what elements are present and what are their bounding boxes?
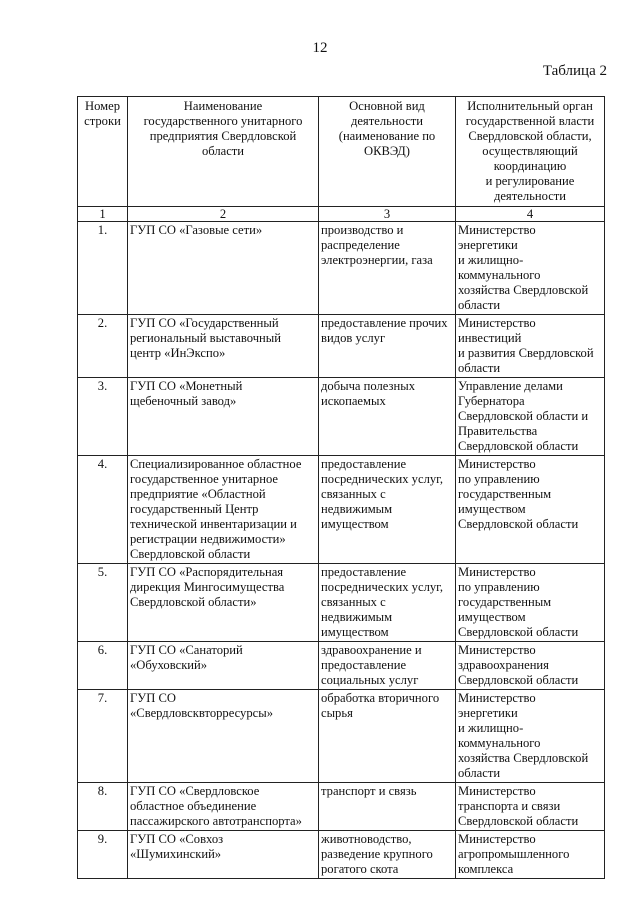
- table-caption: Таблица 2: [542, 63, 607, 79]
- row-number-cell: 7.: [78, 690, 128, 783]
- enterprise-name-cell: ГУП СО «Свердловсквторресурсы»: [128, 690, 319, 783]
- row-number-cell: 3.: [78, 378, 128, 456]
- authority-cell: Министерство инвестиций и развития Свердловской области: [456, 315, 605, 378]
- table-row: [78, 831, 605, 879]
- row-number-cell: 5.: [78, 564, 128, 642]
- table-row: [78, 690, 605, 783]
- enterprise-name-cell: ГУП СО «Монетный щебеночный завод»: [128, 378, 319, 456]
- authority-cell: Министерство энергетики и жилищно- коммунального хозяйства Свердловской области: [456, 222, 605, 315]
- activity-cell: предоставление посреднических услуг, связанных с недвижимым имуществом: [319, 456, 456, 564]
- activity-cell: транспорт и связь: [319, 783, 456, 831]
- activity-cell: предоставление посреднических услуг, связанных с недвижимым имуществом: [319, 564, 456, 642]
- enterprise-name-cell: ГУП СО «Совхоз «Шумихинский»: [128, 831, 319, 879]
- activity-cell: производство и распределение электроэнергии, газа: [319, 222, 456, 315]
- header-row-number: Номер строки: [78, 97, 128, 207]
- header-authority: Исполнительный орган государственной власти Свердловской области, осуществляющий координацию и регулирование деятельности: [456, 97, 605, 207]
- enterprise-name-cell: ГУП СО «Государственный региональный выставочный центр «ИнЭкспо»: [128, 315, 319, 378]
- table-body: [78, 222, 605, 879]
- table-row: [78, 564, 605, 642]
- column-number-row: [78, 207, 605, 222]
- enterprise-name-cell: ГУП СО «Санаторий «Обуховский»: [128, 642, 319, 690]
- authority-cell: Министерство по управлению государственным имуществом Свердловской области: [456, 456, 605, 564]
- authority-cell: Министерство здравоохранения Свердловской области: [456, 642, 605, 690]
- enterprise-name-cell: Специализированное областное государственное унитарное предприятие «Областной государственный Центр технической инвентаризации и регистрации недвижимости» Свердловской области: [128, 456, 319, 564]
- row-number-cell: 4.: [78, 456, 128, 564]
- header-enterprise-name: Наименование государственного унитарного предприятия Свердловской области: [128, 97, 319, 207]
- table-row: [78, 315, 605, 378]
- activity-cell: обработка вторичного сырья: [319, 690, 456, 783]
- table-row: [78, 783, 605, 831]
- row-number-cell: 9.: [78, 831, 128, 879]
- table-row: [78, 456, 605, 564]
- row-number-cell: 1.: [78, 222, 128, 315]
- authority-cell: Министерство транспорта и связи Свердловской области: [456, 783, 605, 831]
- column-number: 1: [78, 207, 128, 222]
- enterprises-table: [77, 96, 605, 879]
- activity-cell: животноводство, разведение крупного рогатого скота: [319, 831, 456, 879]
- row-number-cell: 6.: [78, 642, 128, 690]
- authority-cell: Министерство энергетики и жилищно- коммунального хозяйства Свердловской области: [456, 690, 605, 783]
- row-number-cell: 8.: [78, 783, 128, 831]
- activity-cell: добыча полезных ископаемых: [319, 378, 456, 456]
- authority-cell: Управление делами Губернатора Свердловской области и Правительства Свердловской области: [456, 378, 605, 456]
- column-number: 2: [128, 207, 319, 222]
- table-row: [78, 642, 605, 690]
- table-header-row: [78, 97, 605, 207]
- enterprise-name-cell: ГУП СО «Свердловское областное объединение пассажирского автотранспорта»: [128, 783, 319, 831]
- enterprise-name-cell: ГУП СО «Распорядительная дирекция Мингосимущества Свердловской области»: [128, 564, 319, 642]
- page-number: 12: [312, 40, 328, 56]
- authority-cell: Министерство агропромышленного комплекса: [456, 831, 605, 879]
- header-activity: Основной вид деятельности (наименование по ОКВЭД): [319, 97, 456, 207]
- column-number: 3: [319, 207, 456, 222]
- column-number: 4: [456, 207, 605, 222]
- table-row: [78, 378, 605, 456]
- table-row: [78, 222, 605, 315]
- activity-cell: предоставление прочих видов услуг: [319, 315, 456, 378]
- row-number-cell: 2.: [78, 315, 128, 378]
- authority-cell: Министерство по управлению государственным имуществом Свердловской области: [456, 564, 605, 642]
- enterprise-name-cell: ГУП СО «Газовые сети»: [128, 222, 319, 315]
- activity-cell: здравоохранение и предоставление социальных услуг: [319, 642, 456, 690]
